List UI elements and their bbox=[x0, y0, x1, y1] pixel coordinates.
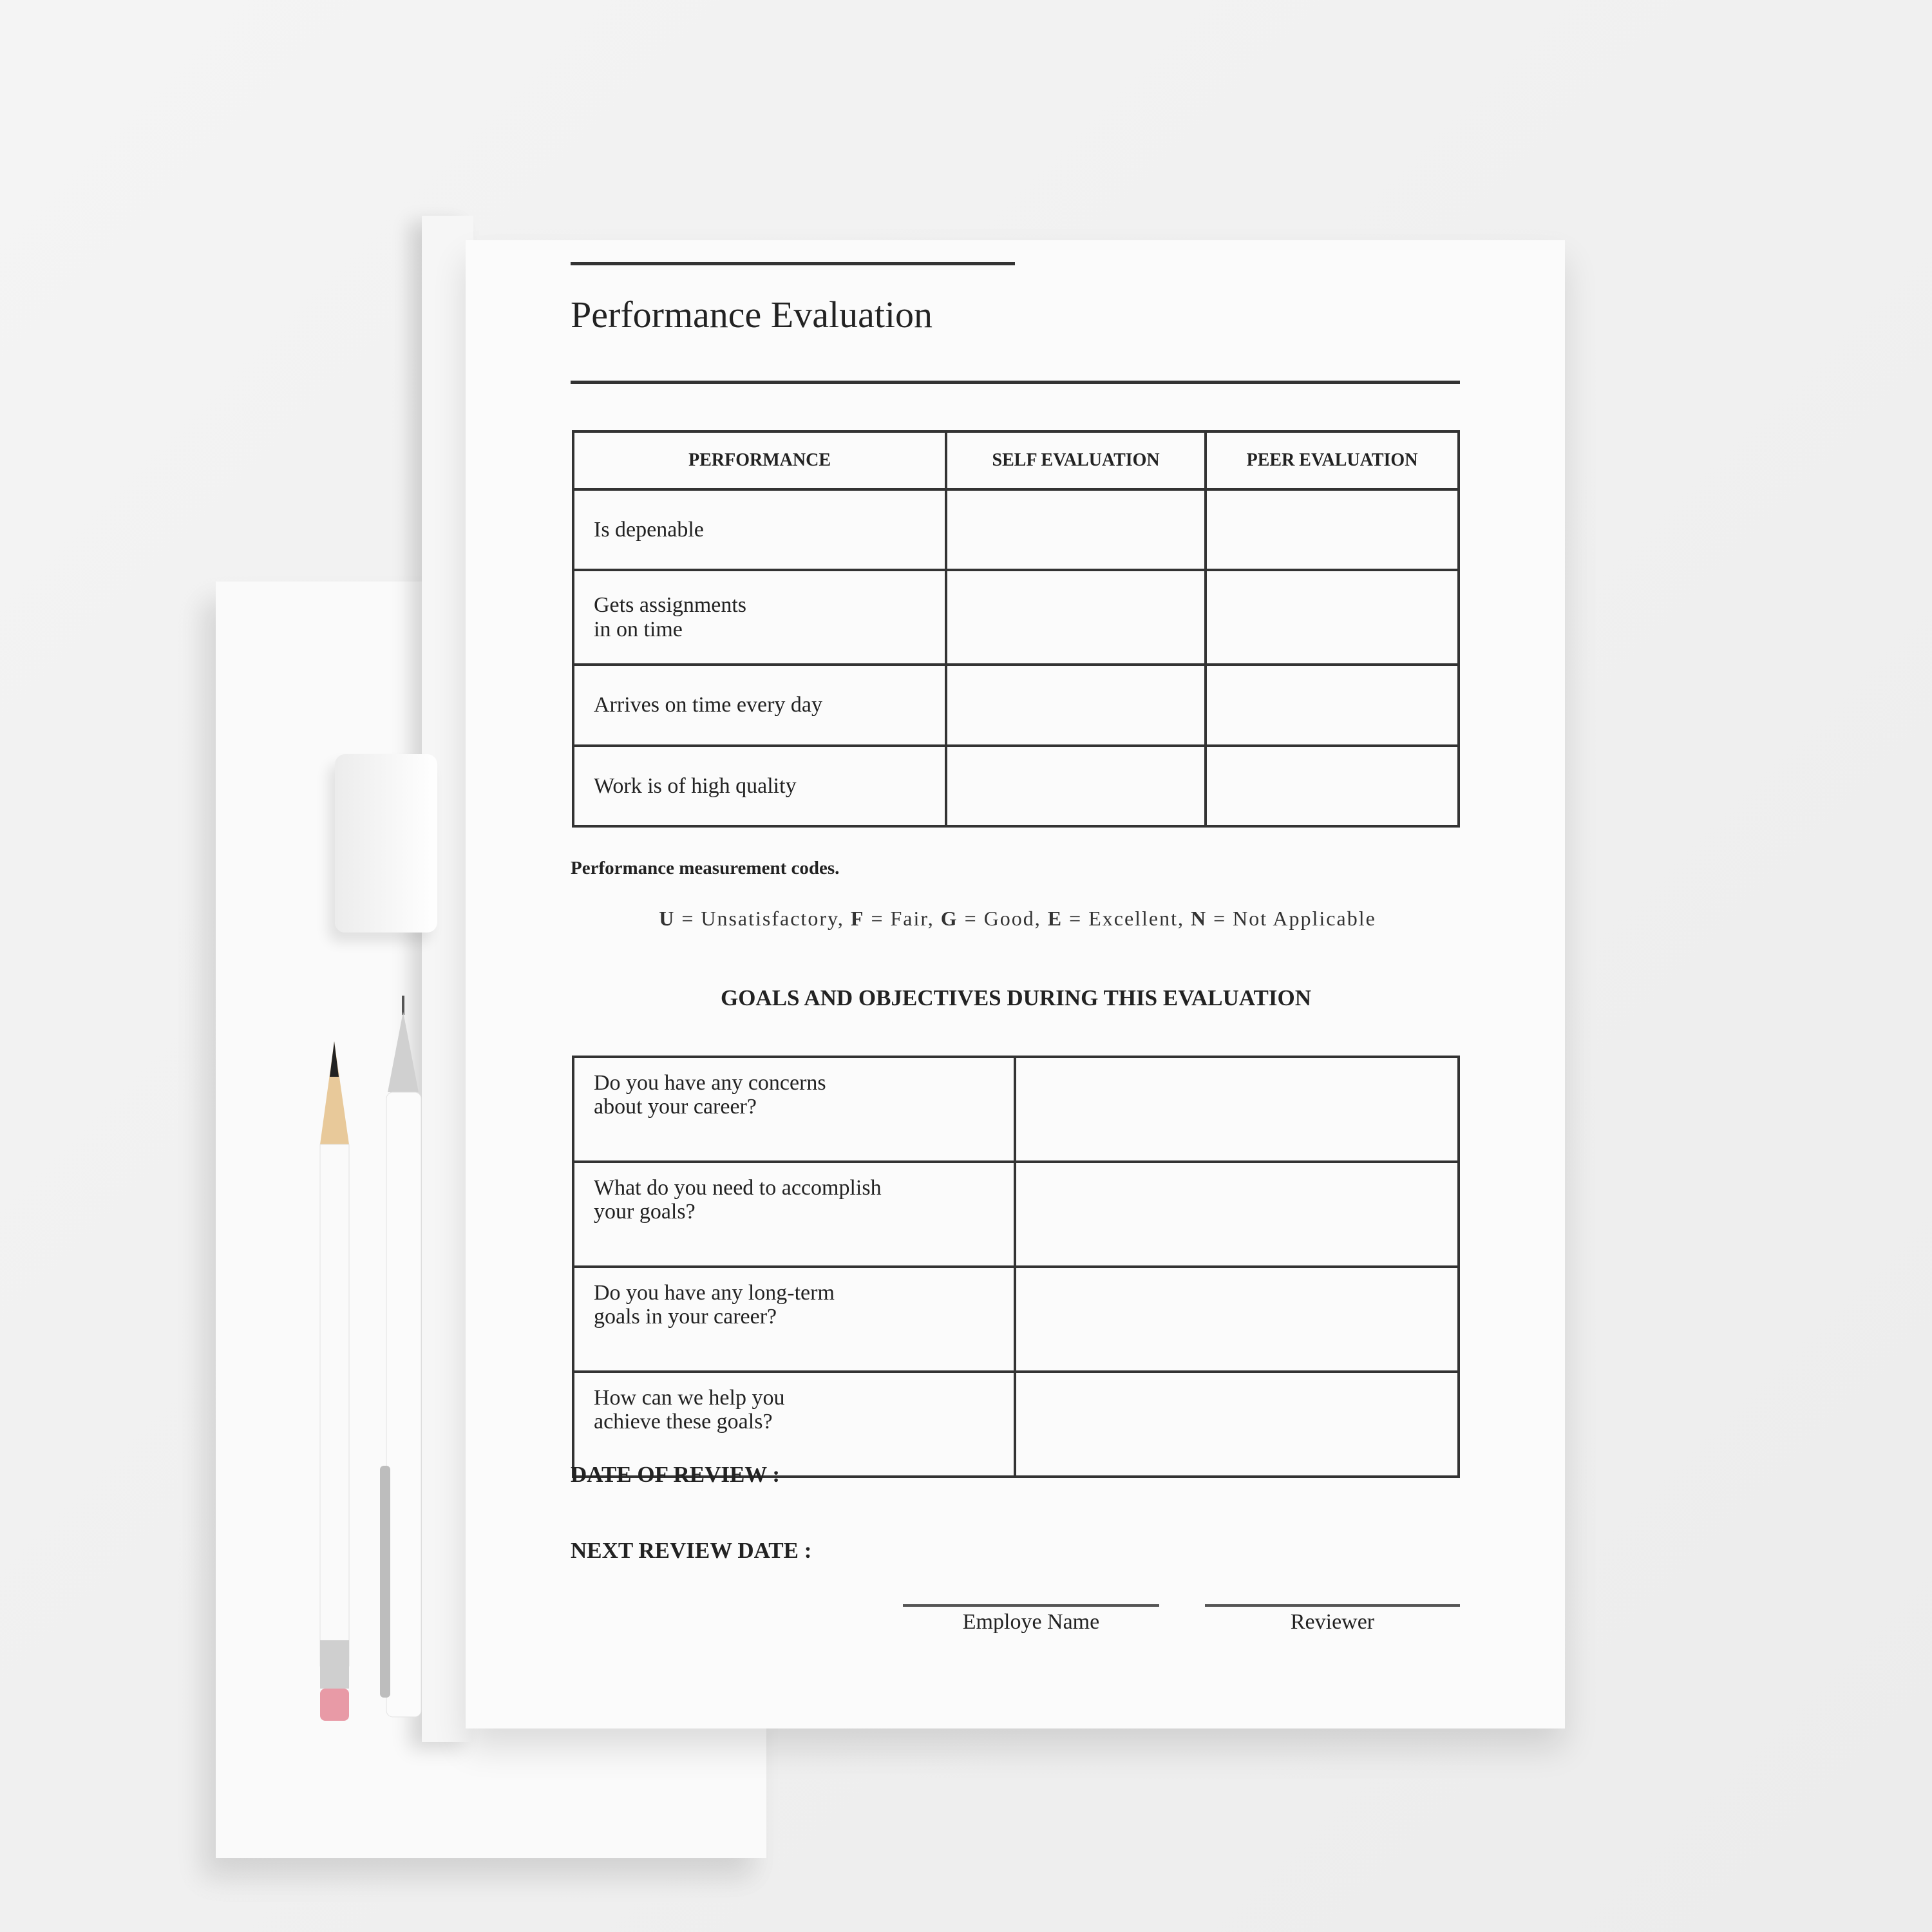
goal-question bbox=[573, 1162, 1015, 1267]
employee-signature-line[interactable] bbox=[903, 1604, 1159, 1607]
table-row bbox=[573, 1057, 1459, 1162]
table-row bbox=[573, 1267, 1459, 1372]
question-line: How can we help you bbox=[594, 1386, 785, 1410]
goal-question bbox=[573, 1372, 1015, 1477]
date-of-review-label: DATE OF REVIEW : bbox=[571, 1462, 781, 1487]
answer-cell[interactable] bbox=[1015, 1267, 1459, 1372]
reviewer-label: Reviewer bbox=[1290, 1610, 1375, 1634]
performance-label bbox=[573, 746, 946, 826]
answer-cell[interactable] bbox=[1015, 1372, 1459, 1477]
code-letter: G bbox=[940, 907, 958, 930]
self-evaluation-cell[interactable] bbox=[946, 746, 1206, 826]
table-row bbox=[573, 1372, 1459, 1477]
employee-name-label: Employe Name bbox=[962, 1610, 1100, 1634]
question-line: What do you need to accomplish bbox=[594, 1176, 882, 1200]
code-meaning: = Unsatisfactory, bbox=[681, 907, 844, 930]
table-row bbox=[573, 489, 1459, 570]
table-row bbox=[573, 570, 1459, 665]
performance-table bbox=[572, 430, 1460, 828]
code-meaning: = Good, bbox=[964, 907, 1041, 930]
header-performance: PERFORMANCE bbox=[573, 431, 946, 489]
answer-cell[interactable] bbox=[1015, 1162, 1459, 1267]
performance-label bbox=[573, 570, 946, 665]
row-label: Is depenable bbox=[594, 517, 704, 542]
goals-heading: GOALS AND OBJECTIVES DURING THIS EVALUATION bbox=[720, 985, 1312, 1010]
header-self-evaluation: SELF EVALUATION bbox=[946, 431, 1206, 489]
peer-evaluation-cell[interactable] bbox=[1206, 665, 1459, 746]
row-label: Work is of high quality bbox=[594, 773, 797, 798]
peer-evaluation-cell[interactable] bbox=[1206, 570, 1459, 665]
next-review-date-label: NEXT REVIEW DATE : bbox=[571, 1538, 812, 1563]
self-evaluation-cell[interactable] bbox=[946, 489, 1206, 570]
code-letter: U bbox=[659, 907, 676, 930]
code-meaning: = Fair, bbox=[871, 907, 934, 930]
question-line: about your career? bbox=[594, 1095, 757, 1119]
code-letter: N bbox=[1191, 907, 1208, 930]
goal-question bbox=[573, 1267, 1015, 1372]
peer-evaluation-cell[interactable] bbox=[1206, 746, 1459, 826]
codes-legend bbox=[580, 907, 1455, 931]
self-evaluation-cell[interactable] bbox=[946, 570, 1206, 665]
question-line: goals in your career? bbox=[594, 1305, 777, 1329]
row-label: Arrives on time every day bbox=[594, 693, 822, 717]
row-label-line2: in on time bbox=[594, 617, 683, 641]
code-meaning: = Not Applicable bbox=[1213, 907, 1376, 930]
top-rule bbox=[571, 262, 1015, 265]
reviewer-signature-line[interactable] bbox=[1205, 1604, 1460, 1607]
row-label: Gets assignments bbox=[594, 593, 747, 618]
table-row bbox=[573, 1162, 1459, 1267]
table-header-row bbox=[573, 431, 1459, 489]
goal-question bbox=[573, 1057, 1015, 1162]
goals-table bbox=[572, 1056, 1460, 1478]
performance-label bbox=[573, 489, 946, 570]
question-line: achieve these goals? bbox=[594, 1410, 773, 1434]
peer-evaluation-cell[interactable] bbox=[1206, 489, 1459, 570]
header-peer-evaluation: PEER EVALUATION bbox=[1206, 431, 1459, 489]
table-row bbox=[573, 746, 1459, 826]
question-line: Do you have any concerns bbox=[594, 1071, 826, 1095]
code-letter: E bbox=[1047, 907, 1063, 930]
mechanical-pencil-icon bbox=[374, 996, 433, 1726]
page-title: Performance Evaluation bbox=[571, 294, 933, 336]
table-row bbox=[573, 665, 1459, 746]
code-letter: F bbox=[850, 907, 865, 930]
eraser-icon bbox=[335, 754, 437, 933]
answer-cell[interactable] bbox=[1015, 1057, 1459, 1162]
question-line: your goals? bbox=[594, 1200, 696, 1224]
self-evaluation-cell[interactable] bbox=[946, 665, 1206, 746]
question-line: Do you have any long-term bbox=[594, 1281, 835, 1305]
pencil-icon bbox=[318, 1041, 351, 1726]
code-meaning: = Excellent, bbox=[1069, 907, 1185, 930]
title-rule bbox=[571, 381, 1460, 384]
codes-heading: Performance measurement codes. bbox=[571, 858, 840, 878]
performance-label bbox=[573, 665, 946, 746]
